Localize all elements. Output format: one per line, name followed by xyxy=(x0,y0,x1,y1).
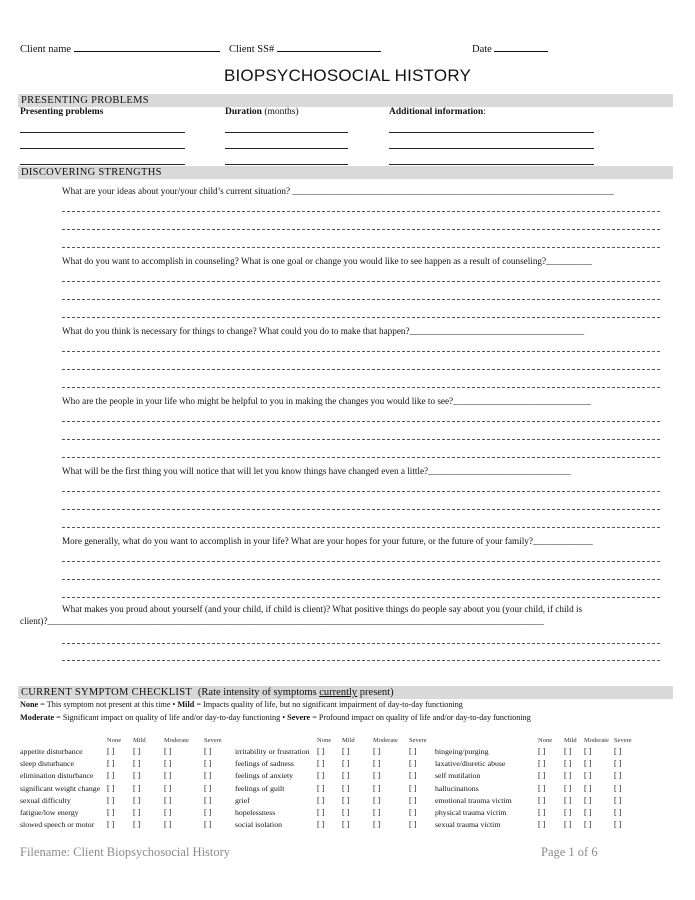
checkbox-mild[interactable]: [ ] xyxy=(133,808,141,817)
checkbox-moderate[interactable]: [ ] xyxy=(584,820,592,830)
checkbox-none[interactable]: [ ] xyxy=(538,771,546,781)
checkbox-severe[interactable]: [ ] xyxy=(204,759,212,769)
rating-header-none: None xyxy=(317,737,332,744)
checkbox-moderate[interactable]: [ ] xyxy=(373,747,381,756)
checkbox-mild[interactable]: [ ] xyxy=(342,808,350,817)
symptom-label: sleep disturbance xyxy=(20,759,74,769)
footer-filename: Filename: Client Biopsychosocial History xyxy=(20,845,231,859)
checkbox-mild[interactable]: [ ] xyxy=(564,795,572,805)
symptom-label: sexual difficulty xyxy=(20,795,71,805)
checkbox-moderate[interactable]: [ ] xyxy=(584,759,592,769)
symptom-label: feelings of sadness xyxy=(235,759,294,769)
checkbox-mild[interactable]: [ ] xyxy=(133,783,141,793)
additional-info-line-1[interactable] xyxy=(389,132,594,133)
rating-header-mild: Mild xyxy=(564,737,577,744)
checkbox-none[interactable]: [ ] xyxy=(107,759,115,769)
answer-line[interactable] xyxy=(62,421,660,422)
checkbox-none[interactable]: [ ] xyxy=(107,808,115,817)
checkbox-none[interactable]: [ ] xyxy=(538,759,546,769)
checkbox-none[interactable]: [ ] xyxy=(317,747,325,756)
date-label: Date xyxy=(472,44,492,55)
checkbox-severe[interactable]: [ ] xyxy=(614,759,622,769)
symptom-label: emotional trauma victim xyxy=(435,795,512,805)
checkbox-mild[interactable]: [ ] xyxy=(133,795,141,805)
checkbox-none[interactable]: [ ] xyxy=(538,747,546,756)
checkbox-severe[interactable]: [ ] xyxy=(204,771,212,781)
question-proud: What makes you proud about yourself (and your child, if child is client)? What positive things do people say about you (your child, if child is xyxy=(62,604,583,614)
rating-header-moderate: Moderate xyxy=(584,737,609,744)
rating-header-severe: Severe xyxy=(409,737,427,744)
checkbox-severe[interactable]: [ ] xyxy=(409,808,417,817)
symptom-label: social isolation xyxy=(235,820,282,830)
checkbox-moderate[interactable]: [ ] xyxy=(373,808,381,817)
duration-line-2[interactable] xyxy=(225,148,348,149)
col-presenting-problems: Presenting problems xyxy=(20,107,104,117)
checkbox-none[interactable]: [ ] xyxy=(107,783,115,793)
rating-header-moderate: Moderate xyxy=(164,737,189,744)
checkbox-moderate[interactable]: [ ] xyxy=(164,808,172,817)
checkbox-moderate[interactable]: [ ] xyxy=(164,795,172,805)
checkbox-none[interactable]: [ ] xyxy=(317,808,325,817)
symptom-label: self mutilation xyxy=(435,771,481,781)
checkbox-mild[interactable]: [ ] xyxy=(564,820,572,830)
checkbox-none[interactable]: [ ] xyxy=(538,795,546,805)
answer-line[interactable] xyxy=(62,317,660,318)
checkbox-severe[interactable]: [ ] xyxy=(409,771,417,781)
symptom-label: bingeing/purging xyxy=(435,747,489,756)
checkbox-none[interactable]: [ ] xyxy=(317,795,325,805)
checkbox-severe[interactable]: [ ] xyxy=(204,795,212,805)
checkbox-moderate[interactable]: [ ] xyxy=(584,808,592,817)
checkbox-none[interactable]: [ ] xyxy=(317,820,325,830)
question-current-situation: What are your ideas about your/your child’s current situation? ______________________________________________________________________ xyxy=(62,186,614,196)
answer-line[interactable] xyxy=(62,561,660,562)
answer-line[interactable] xyxy=(62,660,660,661)
answer-line[interactable] xyxy=(62,229,660,230)
checkbox-mild[interactable]: [ ] xyxy=(133,747,141,756)
symptom-label: fatigue/low energy xyxy=(20,808,79,817)
answer-line[interactable] xyxy=(62,579,660,580)
rating-header-none: None xyxy=(538,737,553,744)
symptom-label: appetite disturbance xyxy=(20,747,83,756)
answer-line[interactable] xyxy=(62,281,660,282)
presenting-problem-line-2[interactable] xyxy=(20,148,185,149)
answer-line[interactable] xyxy=(62,247,660,248)
checkbox-moderate[interactable]: [ ] xyxy=(373,820,381,830)
checkbox-moderate[interactable]: [ ] xyxy=(164,820,172,830)
rating-header-mild: Mild xyxy=(133,737,146,744)
checkbox-severe[interactable]: [ ] xyxy=(409,795,417,805)
checkbox-severe[interactable]: [ ] xyxy=(204,808,212,817)
question-first-change: What will be the first thing you will notice that will let you know things have changed even a little?_______________________________ xyxy=(62,466,571,476)
checkbox-moderate[interactable]: [ ] xyxy=(373,759,381,769)
checkbox-severe[interactable]: [ ] xyxy=(614,747,622,756)
answer-line[interactable] xyxy=(62,351,660,352)
checkbox-severe[interactable]: [ ] xyxy=(409,747,417,756)
checkbox-none[interactable]: [ ] xyxy=(317,771,325,781)
additional-info-line-2[interactable] xyxy=(389,148,594,149)
checkbox-severe[interactable]: [ ] xyxy=(204,747,212,756)
answer-line[interactable] xyxy=(62,491,660,492)
checkbox-moderate[interactable]: [ ] xyxy=(584,747,592,756)
question-helpful-people: Who are the people in your life who might be helpful to you in making the changes you would like to see?______________________________ xyxy=(62,396,591,406)
client-ss-label: Client SS# xyxy=(229,44,275,55)
symptom-label: elimination disturbance xyxy=(20,771,94,781)
section-presenting-problems: PRESENTING PROBLEMS xyxy=(18,94,673,107)
checkbox-mild[interactable]: [ ] xyxy=(564,783,572,793)
answer-line[interactable] xyxy=(62,299,660,300)
checkbox-none[interactable]: [ ] xyxy=(538,783,546,793)
col-duration: Duration (months) xyxy=(225,107,299,117)
checkbox-mild[interactable]: [ ] xyxy=(342,747,350,756)
checkbox-moderate[interactable]: [ ] xyxy=(584,771,592,781)
section-discovering-strengths: DISCOVERING STRENGTHS xyxy=(18,166,673,179)
checkbox-mild[interactable]: [ ] xyxy=(564,759,572,769)
checkbox-moderate[interactable]: [ ] xyxy=(164,759,172,769)
question-necessary-change: What do you think is necessary for things to change? What could you do to make that happen?______________________________________ xyxy=(62,326,585,336)
checkbox-none[interactable]: [ ] xyxy=(538,820,546,830)
checkbox-moderate[interactable]: [ ] xyxy=(373,783,381,793)
checkbox-severe[interactable]: [ ] xyxy=(614,783,622,793)
symptom-label: hopelessness xyxy=(235,808,276,817)
presenting-problem-line-3[interactable] xyxy=(20,164,185,165)
checkbox-moderate[interactable]: [ ] xyxy=(373,795,381,805)
symptom-label: hallucinations xyxy=(435,783,479,793)
answer-line[interactable] xyxy=(62,211,660,212)
checkbox-severe[interactable]: [ ] xyxy=(614,820,622,830)
checkbox-mild[interactable]: [ ] xyxy=(342,771,350,781)
answer-line[interactable] xyxy=(62,643,660,644)
client-ss-input[interactable] xyxy=(277,42,381,52)
checkbox-mild[interactable]: [ ] xyxy=(564,808,572,817)
symptom-label: sexual trauma victim xyxy=(435,820,501,830)
client-name-label: Client name xyxy=(20,44,72,55)
duration-line-3[interactable] xyxy=(225,164,348,165)
question-proud-continued: client)?____________________________________________________________________________________________________________ xyxy=(20,616,544,626)
footer-page-number: Page 1 of 6 xyxy=(541,845,598,859)
checkbox-moderate[interactable]: [ ] xyxy=(584,795,592,805)
answer-line[interactable] xyxy=(62,527,660,528)
additional-info-line-3[interactable] xyxy=(389,164,594,165)
answer-line[interactable] xyxy=(62,457,660,458)
checkbox-moderate[interactable]: [ ] xyxy=(373,771,381,781)
page-title: BIOPSYCHOSOCIAL HISTORY xyxy=(223,66,472,85)
checkbox-severe[interactable]: [ ] xyxy=(614,795,622,805)
answer-line[interactable] xyxy=(62,439,660,440)
checkbox-severe[interactable]: [ ] xyxy=(409,783,417,793)
checkbox-moderate[interactable]: [ ] xyxy=(584,783,592,793)
legend-none-mild: None = This symptom not present at this time • Mild = Impacts quality of life, but no significant impairment of day-to-day functioning xyxy=(20,700,463,709)
symptom-label: physical trauma victim xyxy=(435,808,507,817)
rating-header-severe: Severe xyxy=(614,737,632,744)
answer-line[interactable] xyxy=(62,387,660,388)
rating-header-severe: Severe xyxy=(204,737,222,744)
checkbox-none[interactable]: [ ] xyxy=(107,771,115,781)
symptom-label: feelings of anxiety xyxy=(235,771,294,781)
symptom-label: significant weight change xyxy=(20,783,101,793)
rating-header-none: None xyxy=(107,737,122,744)
client-ss-field[interactable] xyxy=(229,42,381,55)
date-input[interactable] xyxy=(494,42,548,52)
legend-moderate-severe: Moderate = Significant impact on quality of life and/or day-to-day functioning • Severe = Profound impact on quality of life and/or day-to-day functioning xyxy=(20,713,531,722)
checkbox-none[interactable]: [ ] xyxy=(317,759,325,769)
checkbox-moderate[interactable]: [ ] xyxy=(164,771,172,781)
symptom-label: laxative/diuretic abuse xyxy=(435,759,506,769)
checkbox-severe[interactable]: [ ] xyxy=(409,820,417,830)
question-counseling-goal: What do you want to accomplish in counseling? What is one goal or change you would like to see happen as a result of counseling?__________ xyxy=(62,256,593,266)
client-name-input[interactable] xyxy=(74,42,220,52)
checkbox-severe[interactable]: [ ] xyxy=(409,759,417,769)
symptom-label: grief xyxy=(235,795,250,805)
checkbox-severe[interactable]: [ ] xyxy=(614,808,622,817)
duration-line-1[interactable] xyxy=(225,132,348,133)
date-field[interactable] xyxy=(472,42,548,55)
symptom-label: feelings of guilt xyxy=(235,783,285,793)
section-symptom-checklist: CURRENT SYMPTOM CHECKLIST (Rate intensity of symptoms currently present) xyxy=(18,686,673,699)
checkbox-severe[interactable]: [ ] xyxy=(204,820,212,830)
checkbox-none[interactable]: [ ] xyxy=(317,783,325,793)
checkbox-mild[interactable]: [ ] xyxy=(564,747,572,756)
symptom-label: irritability or frustration xyxy=(235,747,310,756)
presenting-problem-line-1[interactable] xyxy=(20,132,185,133)
symptom-label: slowed speech or motor xyxy=(20,820,95,830)
checkbox-mild[interactable]: [ ] xyxy=(133,771,141,781)
checkbox-none[interactable]: [ ] xyxy=(107,747,115,756)
rating-header-mild: Mild xyxy=(342,737,355,744)
checkbox-mild[interactable]: [ ] xyxy=(133,759,141,769)
checkbox-none[interactable]: [ ] xyxy=(107,820,115,830)
answer-line[interactable] xyxy=(62,369,660,370)
checkbox-mild[interactable]: [ ] xyxy=(564,771,572,781)
checkbox-severe[interactable]: [ ] xyxy=(614,771,622,781)
checkbox-mild[interactable]: [ ] xyxy=(133,820,141,830)
rating-header-moderate: Moderate xyxy=(373,737,398,744)
question-life-hopes: More generally, what do you want to accomplish in your life? What are your hopes for your future, or the future of your family?_____________ xyxy=(62,536,593,546)
checkbox-mild[interactable]: [ ] xyxy=(342,795,350,805)
checkbox-mild[interactable]: [ ] xyxy=(342,783,350,793)
checkbox-moderate[interactable]: [ ] xyxy=(164,783,172,793)
col-additional-info: Additional information: xyxy=(389,107,486,117)
checkbox-mild[interactable]: [ ] xyxy=(342,759,350,769)
checkbox-mild[interactable]: [ ] xyxy=(342,820,350,830)
checkbox-none[interactable]: [ ] xyxy=(107,795,115,805)
checkbox-severe[interactable]: [ ] xyxy=(204,783,212,793)
answer-line[interactable] xyxy=(62,509,660,510)
client-name-field[interactable] xyxy=(20,42,220,55)
checkbox-moderate[interactable]: [ ] xyxy=(164,747,172,756)
answer-line[interactable] xyxy=(62,597,660,598)
checkbox-none[interactable]: [ ] xyxy=(538,808,546,817)
